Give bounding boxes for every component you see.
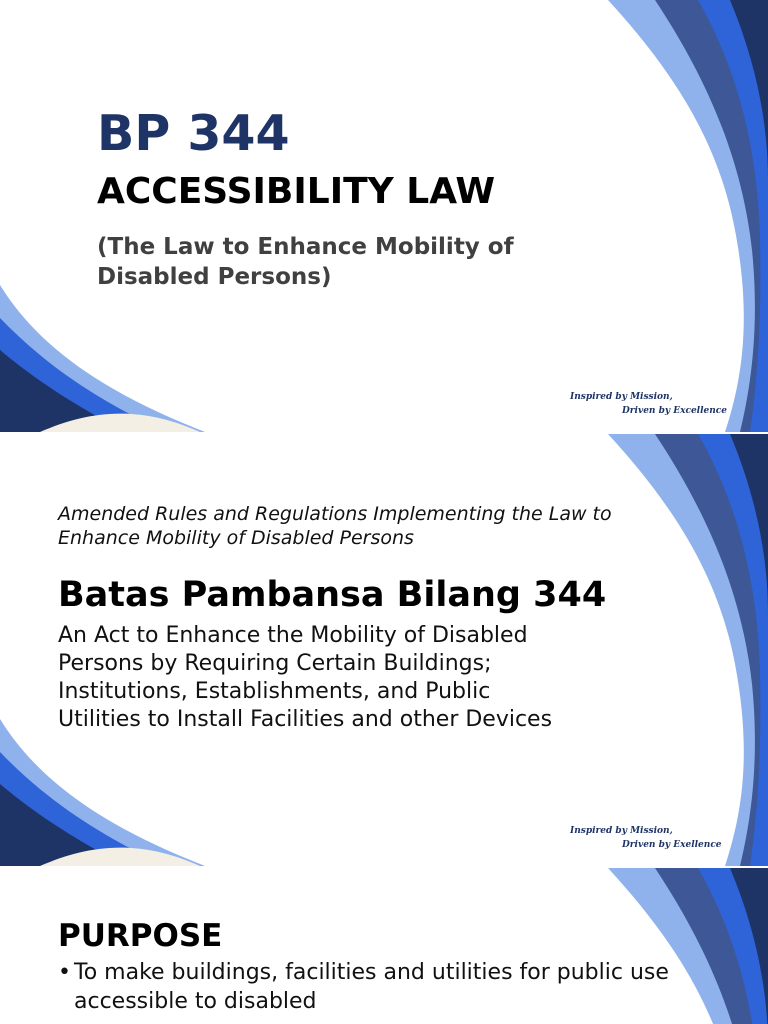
wave-decoration	[0, 0, 768, 432]
list-item-text: To make buildings, facilities and utilities for public use accessible to disabled	[74, 960, 669, 1014]
slide-body: An Act to Enhance the Mobility of Disabled Persons by Requiring Certain Buildings; Institutions, Establishments, and Public Utilities to Install Facilities and other Devices	[58, 623, 553, 732]
tagline-line-1: Inspired by Mission,	[570, 392, 673, 402]
tagline-line-2: Driven by Excellence	[622, 406, 727, 416]
slide-3	[0, 868, 768, 1024]
slide-title: PURPOSE	[58, 918, 223, 954]
bullet-list	[58, 958, 698, 1016]
tagline-line-2: Driven by Exellence	[622, 840, 722, 850]
tagline-line-1: Inspired by Mission,	[570, 826, 673, 836]
slide-2	[0, 434, 768, 866]
tagline-logo	[570, 826, 740, 860]
bullet-marker: •	[58, 960, 71, 985]
list-item	[58, 958, 698, 1016]
slide-subtitle: ACCESSIBILITY LAW	[97, 171, 496, 212]
slide-description: (The Law to Enhance Mobility of Disabled Persons)	[97, 234, 514, 290]
slide-title: BP 344	[97, 105, 290, 162]
slide-title: Batas Pambansa Bilang 344	[58, 575, 607, 615]
tagline-logo	[570, 392, 740, 426]
slide-1	[0, 0, 768, 432]
slide-intro: Amended Rules and Regulations Implementing the Law to Enhance Mobility of Disabled Persons	[58, 503, 612, 549]
